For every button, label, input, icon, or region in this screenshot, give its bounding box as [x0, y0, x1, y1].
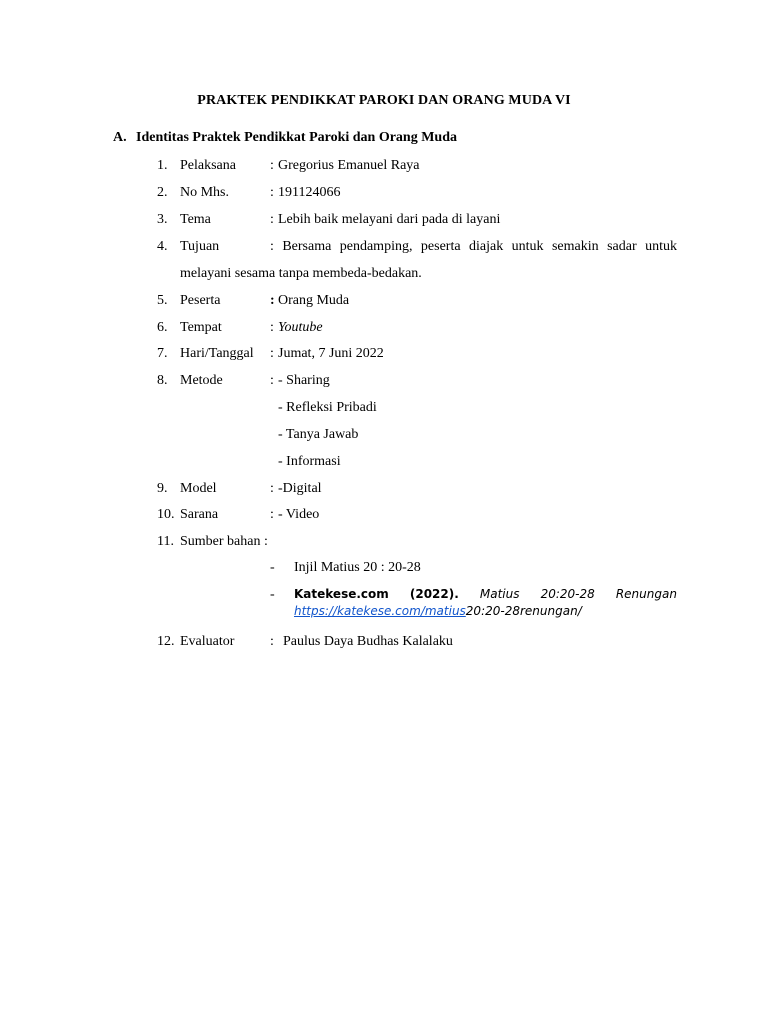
item-colon: :: [270, 481, 274, 496]
source-dash: -: [270, 587, 275, 602]
item-value: - Video: [278, 507, 320, 522]
item-value-justified: [270, 239, 677, 255]
item-colon: :: [270, 320, 274, 335]
source-title-word: Renungan: [615, 587, 677, 601]
word: Bersama: [282, 239, 332, 254]
item-value: Paulus Daya Budhas Kalalaku: [283, 634, 453, 649]
item-value: Orang Muda: [278, 293, 350, 308]
item-value: Youtube: [278, 320, 323, 335]
item-value: Gregorius Emanuel Raya: [278, 158, 420, 173]
item-number: 8.: [157, 373, 168, 388]
item-label: Model: [180, 481, 217, 496]
word: sadar: [607, 239, 637, 254]
source-title-word: 20:20-28: [540, 587, 595, 601]
item-colon: :: [270, 158, 274, 173]
item-colon: :: [270, 634, 274, 649]
item-label: Peserta: [180, 293, 221, 308]
word: untuk: [511, 239, 544, 254]
source-year: (2022).: [409, 587, 459, 601]
item-number: 10.: [157, 507, 175, 522]
section-letter: A.: [113, 130, 127, 145]
source-link-tail: 20:20-28renungan/: [465, 604, 582, 618]
word: pendamping,: [339, 239, 413, 254]
item-value: 191124066: [278, 185, 341, 200]
item-colon: :: [270, 212, 274, 227]
item-label: Pelaksana: [180, 158, 236, 173]
item-number: 9.: [157, 481, 168, 496]
item-colon: :: [270, 185, 274, 200]
item-label: Tema: [180, 212, 211, 227]
item-number: 5.: [157, 293, 168, 308]
item-label: Hari/Tanggal: [180, 346, 254, 361]
item-label: No Mhs.: [180, 185, 230, 200]
word: peserta: [420, 239, 461, 254]
source-dash: -: [270, 560, 275, 575]
item-colon: :: [270, 239, 274, 254]
section-heading: [113, 130, 457, 146]
item-number: 6.: [157, 320, 168, 335]
item-number: 1.: [157, 158, 168, 173]
item-colon: :: [270, 507, 274, 522]
item-label: Tujuan: [180, 239, 220, 254]
item-colon: :: [270, 373, 274, 388]
item-number: 4.: [157, 239, 168, 254]
item-value: - Sharing: [278, 373, 330, 388]
word: untuk: [645, 239, 677, 254]
word: diajak: [469, 239, 504, 254]
item-value-continuation: melayani sesama tanpa membeda-bedakan.: [180, 266, 422, 281]
item-number: 12.: [157, 634, 175, 649]
document-title: PRAKTEK PENDIKKAT PAROKI DAN ORANG MUDA VI: [197, 93, 571, 108]
item-label: Evaluator: [180, 634, 235, 649]
item-number: 3.: [157, 212, 168, 227]
source-text: Injil Matius 20 : 20-28: [294, 560, 421, 575]
method-item: - Refleksi Pribadi: [278, 400, 377, 415]
item-label: Sarana: [180, 507, 219, 522]
item-number: 11.: [157, 534, 174, 549]
source-site: Katekese.com: [294, 587, 389, 601]
item-colon: :: [270, 346, 274, 361]
word: semakin: [551, 239, 599, 254]
item-value: -Digital: [278, 481, 322, 496]
item-label: Tempat: [180, 320, 222, 335]
item-label: Metode: [180, 373, 223, 388]
method-item: - Informasi: [278, 454, 341, 469]
item-value: Lebih baik melayani dari pada di layani: [278, 212, 501, 227]
source-link[interactable]: https://katekese.com/matius: [294, 604, 466, 618]
section-heading-text: Identitas Praktek Pendikkat Paroki dan Orang Muda: [136, 130, 458, 145]
item-number: 2.: [157, 185, 168, 200]
item-number: 7.: [157, 346, 168, 361]
source-title-word: Matius: [479, 587, 520, 601]
item-colon: :: [270, 293, 275, 308]
method-item: - Tanya Jawab: [278, 427, 359, 442]
source-citation: [294, 587, 677, 618]
item-label: Sumber bahan :: [180, 534, 268, 549]
item-value: Jumat, 7 Juni 2022: [278, 346, 384, 361]
